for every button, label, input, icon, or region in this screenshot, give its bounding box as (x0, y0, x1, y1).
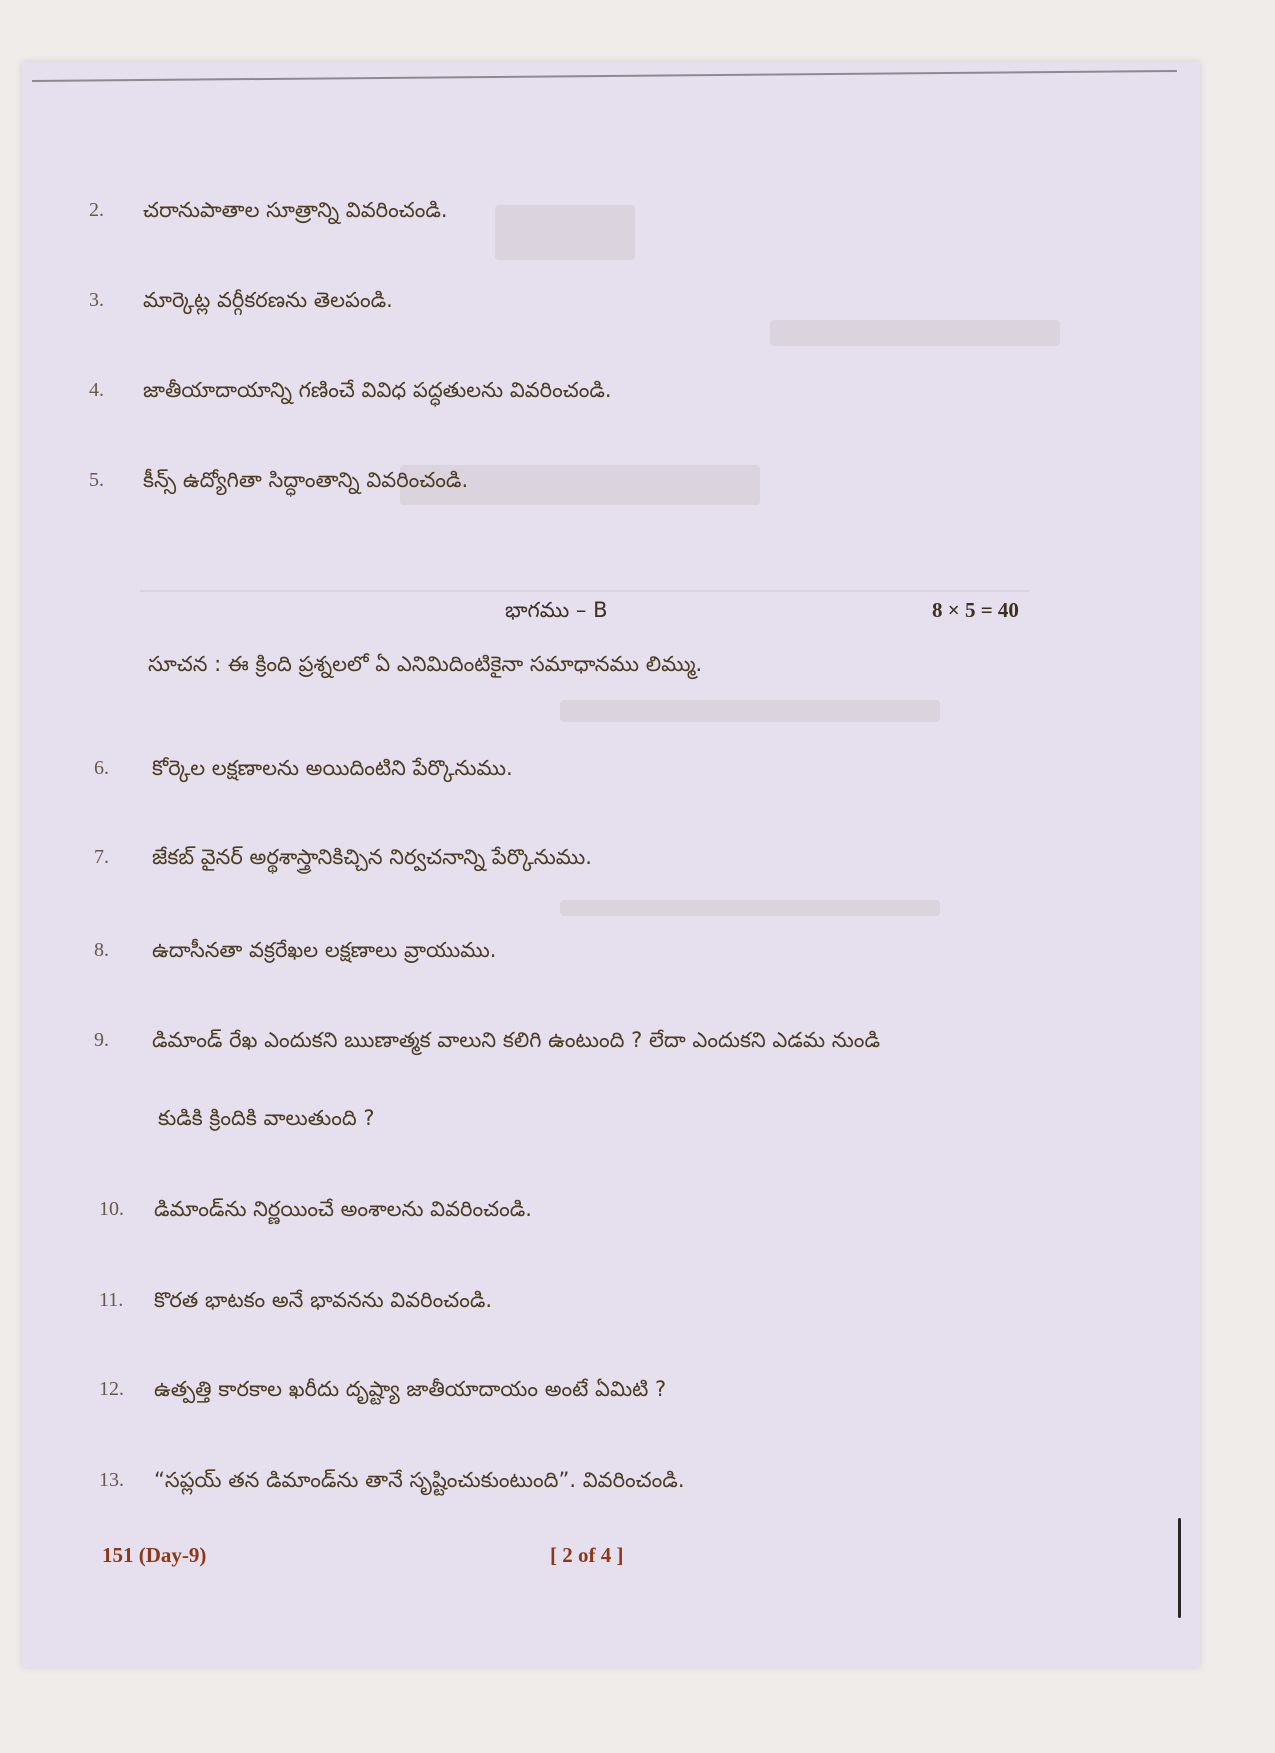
question-text: మార్కెట్ల వర్గీకరణను తెలపండి. (143, 288, 393, 312)
question-text: జేకబ్ వైనర్ అర్థశాస్త్రానికిచ్చిన నిర్వచనాన్ని పేర్కొనుము. (152, 845, 592, 869)
question-text: కోర్కెల లక్షణాలను అయిదింటిని పేర్కొనుము. (152, 756, 513, 780)
section-b-title: భాగము – B (505, 598, 608, 622)
scan-edge-mark (1178, 1518, 1181, 1618)
paper-code: 151 (Day-9) (102, 1543, 207, 1567)
question-number: 13. (99, 1469, 124, 1491)
question-number: 7. (94, 846, 109, 868)
question-number: 3. (89, 289, 104, 311)
question-text: “సప్లయ్ తన డిమాండ్‌ను తానే సృష్టించుకుంటుంది”. వివరించండి. (154, 1468, 685, 1492)
question-text: డిమాండ్ రేఖ ఎందుకని ఋణాత్మక వాలుని కలిగి ఉంటుంది ? లేదా ఎందుకని ఎడమ నుండి (152, 1028, 880, 1052)
question-text: ఉదాసీనతా వక్రరేఖల లక్షణాలు వ్రాయుము. (152, 938, 497, 962)
question-number: 10. (99, 1198, 124, 1220)
bleed-through-mark (560, 700, 940, 722)
bleed-through-mark (495, 205, 635, 260)
question-text-line-2: కుడికి క్రిందికి వాలుతుంది ? (158, 1106, 375, 1130)
question-text: కొరత భాటకం అనే భావనను వివరించండి. (154, 1288, 493, 1312)
question-number: 12. (99, 1378, 124, 1400)
page-indicator: [ 2 of 4 ] (550, 1543, 624, 1567)
question-number: 11. (99, 1289, 124, 1311)
question-number: 9. (94, 1029, 109, 1051)
section-b-instruction: సూచన : ఈ క్రింది ప్రశ్నలలో ఏ ఎనిమిదింటికైనా సమాధానము లిమ్ము. (148, 652, 703, 676)
bleed-through-mark (140, 590, 1030, 592)
question-number: 2. (89, 199, 104, 221)
bleed-through-mark (560, 900, 940, 916)
question-number: 8. (94, 939, 109, 961)
section-b-marks: 8 × 5 = 40 (932, 598, 1019, 622)
question-number: 6. (94, 757, 109, 779)
question-text: డిమాండ్‌ను నిర్ణయించే అంశాలను వివరించండి. (154, 1197, 532, 1221)
question-text: చరానుపాతాల సూత్రాన్ని వివరించండి. (143, 198, 448, 222)
bleed-through-mark (770, 320, 1060, 346)
question-text: ఉత్పత్తి కారకాల ఖరీదు దృష్ట్యా జాతీయాదాయం అంటే ఏమిటి ? (154, 1377, 667, 1401)
question-number: 5. (89, 469, 104, 491)
question-text: జాతీయాదాయాన్ని గణించే వివిధ పద్ధతులను వివరించండి. (143, 378, 612, 402)
question-text: కీన్స్ ఉద్యోగితా సిద్ధాంతాన్ని వివరించండి. (143, 468, 469, 492)
question-number: 4. (89, 379, 104, 401)
